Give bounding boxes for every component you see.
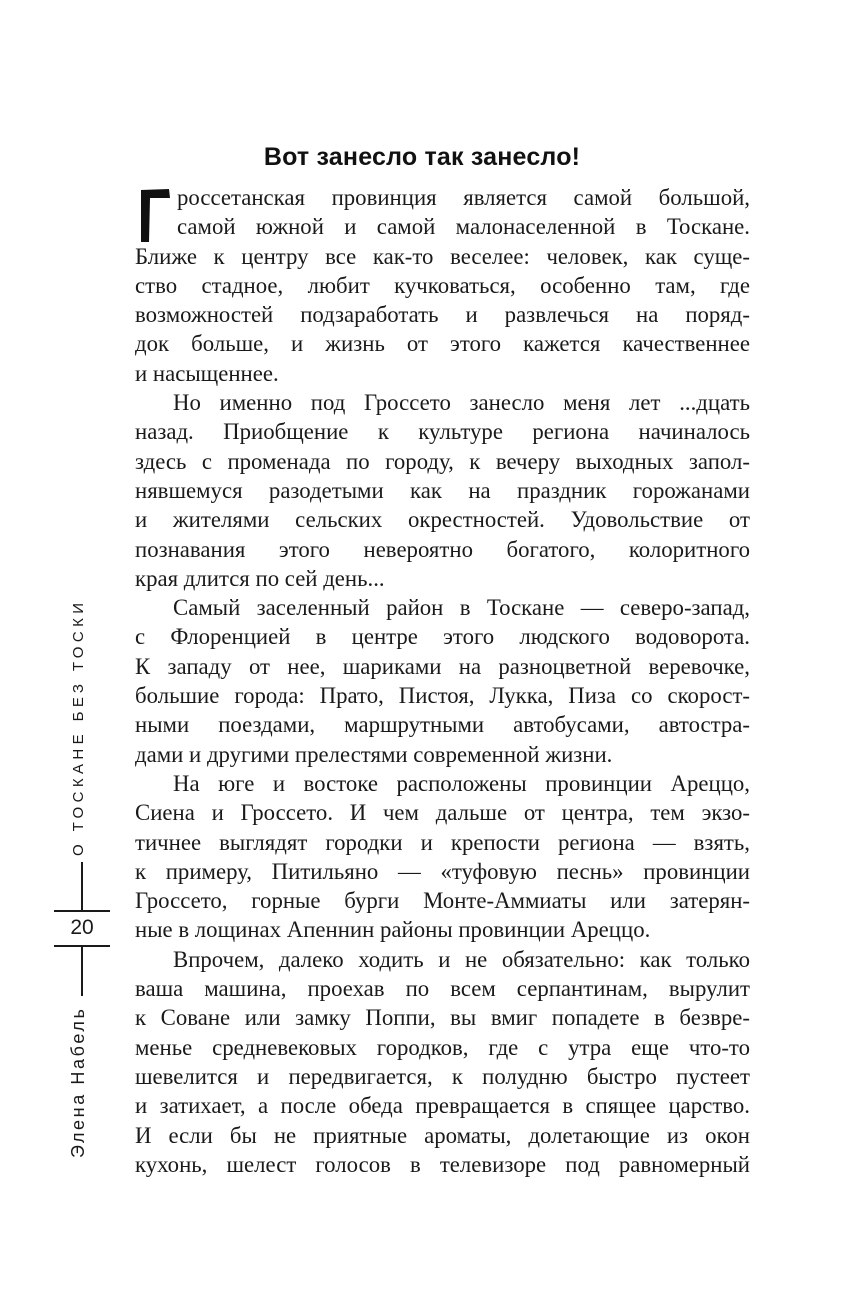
text-line: ные в лощинах Апеннин районы провинции Ареццо. xyxy=(135,917,651,943)
paragraph-2 xyxy=(135,388,750,593)
text-line: тичнее выглядят городки и крепости региона — взять, xyxy=(135,829,750,855)
text-line: На юге и востоке расположены провинции Ареццо, xyxy=(173,770,750,796)
text-line: К западу от нее, шариками на разноцветной веревочке, xyxy=(135,653,750,679)
text-line: назад. Приобщение к культуре региона начиналось xyxy=(135,419,750,445)
text-line: ными поездами, маршрутными автобусами, автостра- xyxy=(135,712,750,738)
body-text xyxy=(135,183,750,1179)
text-line: самой южной и самой малонаселенной в Тоскане. xyxy=(177,214,750,240)
text-line: Гроссето, горные бурги Монте-Аммиаты или затерян- xyxy=(135,888,750,914)
text-line: нявшемуся разодетыми как на праздник горожанами xyxy=(135,477,750,503)
text-line: шевелится и передвигается, к полудню быстро пустеет xyxy=(135,1063,750,1089)
text-line: Самый заселенный район в Тоскане — северо-запад, xyxy=(173,595,750,621)
running-title: О ТОСКАНЕ БЕЗ ТОСКИ xyxy=(70,598,87,856)
text-line: здесь с променада по городу, к вечеру выходных запол- xyxy=(135,448,750,474)
text-line: ваша машина, проехав по всем серпантинам, вырулит xyxy=(135,976,750,1002)
text-line: к примеру, Питильяно — «туфовую песнь» провинции xyxy=(135,858,750,884)
text-line: Сиена и Гроссето. И чем дальше от центра, тем экзо- xyxy=(135,800,750,826)
text-line: и насыщеннее. xyxy=(135,360,279,386)
paragraph-5 xyxy=(135,945,750,1179)
text-line: с Флоренцией в центре этого людского водоворота. xyxy=(135,624,750,650)
text-line: к Соване или замку Поппи, вы вмиг попадете в безвре- xyxy=(135,1005,750,1031)
text-line: док больше, и жизнь от этого кажется качественнее xyxy=(135,331,750,357)
paragraph-4 xyxy=(135,769,750,945)
text-line: Впрочем, далеко ходить и не обязательно: как только xyxy=(173,946,750,972)
text-line: большие города: Прато, Пистоя, Лукка, Пиза со скорост- xyxy=(135,683,750,709)
text-line: возможностей подзаработать и развлечься на поряд- xyxy=(135,302,750,328)
sidebar-divider xyxy=(81,862,83,910)
page-number-rule-top xyxy=(54,910,110,912)
text-line: Но именно под Гроссето занесло меня лет ...дцать xyxy=(173,390,750,416)
paragraph-1 xyxy=(135,183,750,388)
text-line: ство стадное, любит кучковаться, особенно там, где xyxy=(135,272,750,298)
chapter-heading: Вот занесло так занесло! xyxy=(263,143,581,171)
page-number: 20 xyxy=(70,916,94,939)
text-line: дами и другими прелестями современной жизни. xyxy=(135,741,613,767)
text-line: кухонь, шелест голосов в телевизоре под равномерный xyxy=(135,1151,750,1177)
text-line: края длится по сей день... xyxy=(135,565,385,591)
text-line: Ближе к центру все как-то веселее: человек, как суще- xyxy=(135,243,750,269)
text-line: И если бы не приятные ароматы, долетающие из окон xyxy=(135,1122,750,1148)
paragraph-3 xyxy=(135,593,750,769)
text-line: познавания этого невероятно богатого, колоритного xyxy=(135,536,750,562)
author-name: Элена Набель xyxy=(68,1006,88,1158)
text-line: россетанская провинция является самой большой, xyxy=(177,185,750,210)
text-line: и жителями сельских окрестностей. Удовольствие от xyxy=(135,507,750,533)
sidebar-divider xyxy=(81,946,83,996)
text-line: менье средневековых городков, где с утра еще что-то xyxy=(135,1034,750,1060)
text-line: и затихает, а после обеда превращается в спящее царство. xyxy=(135,1093,750,1119)
